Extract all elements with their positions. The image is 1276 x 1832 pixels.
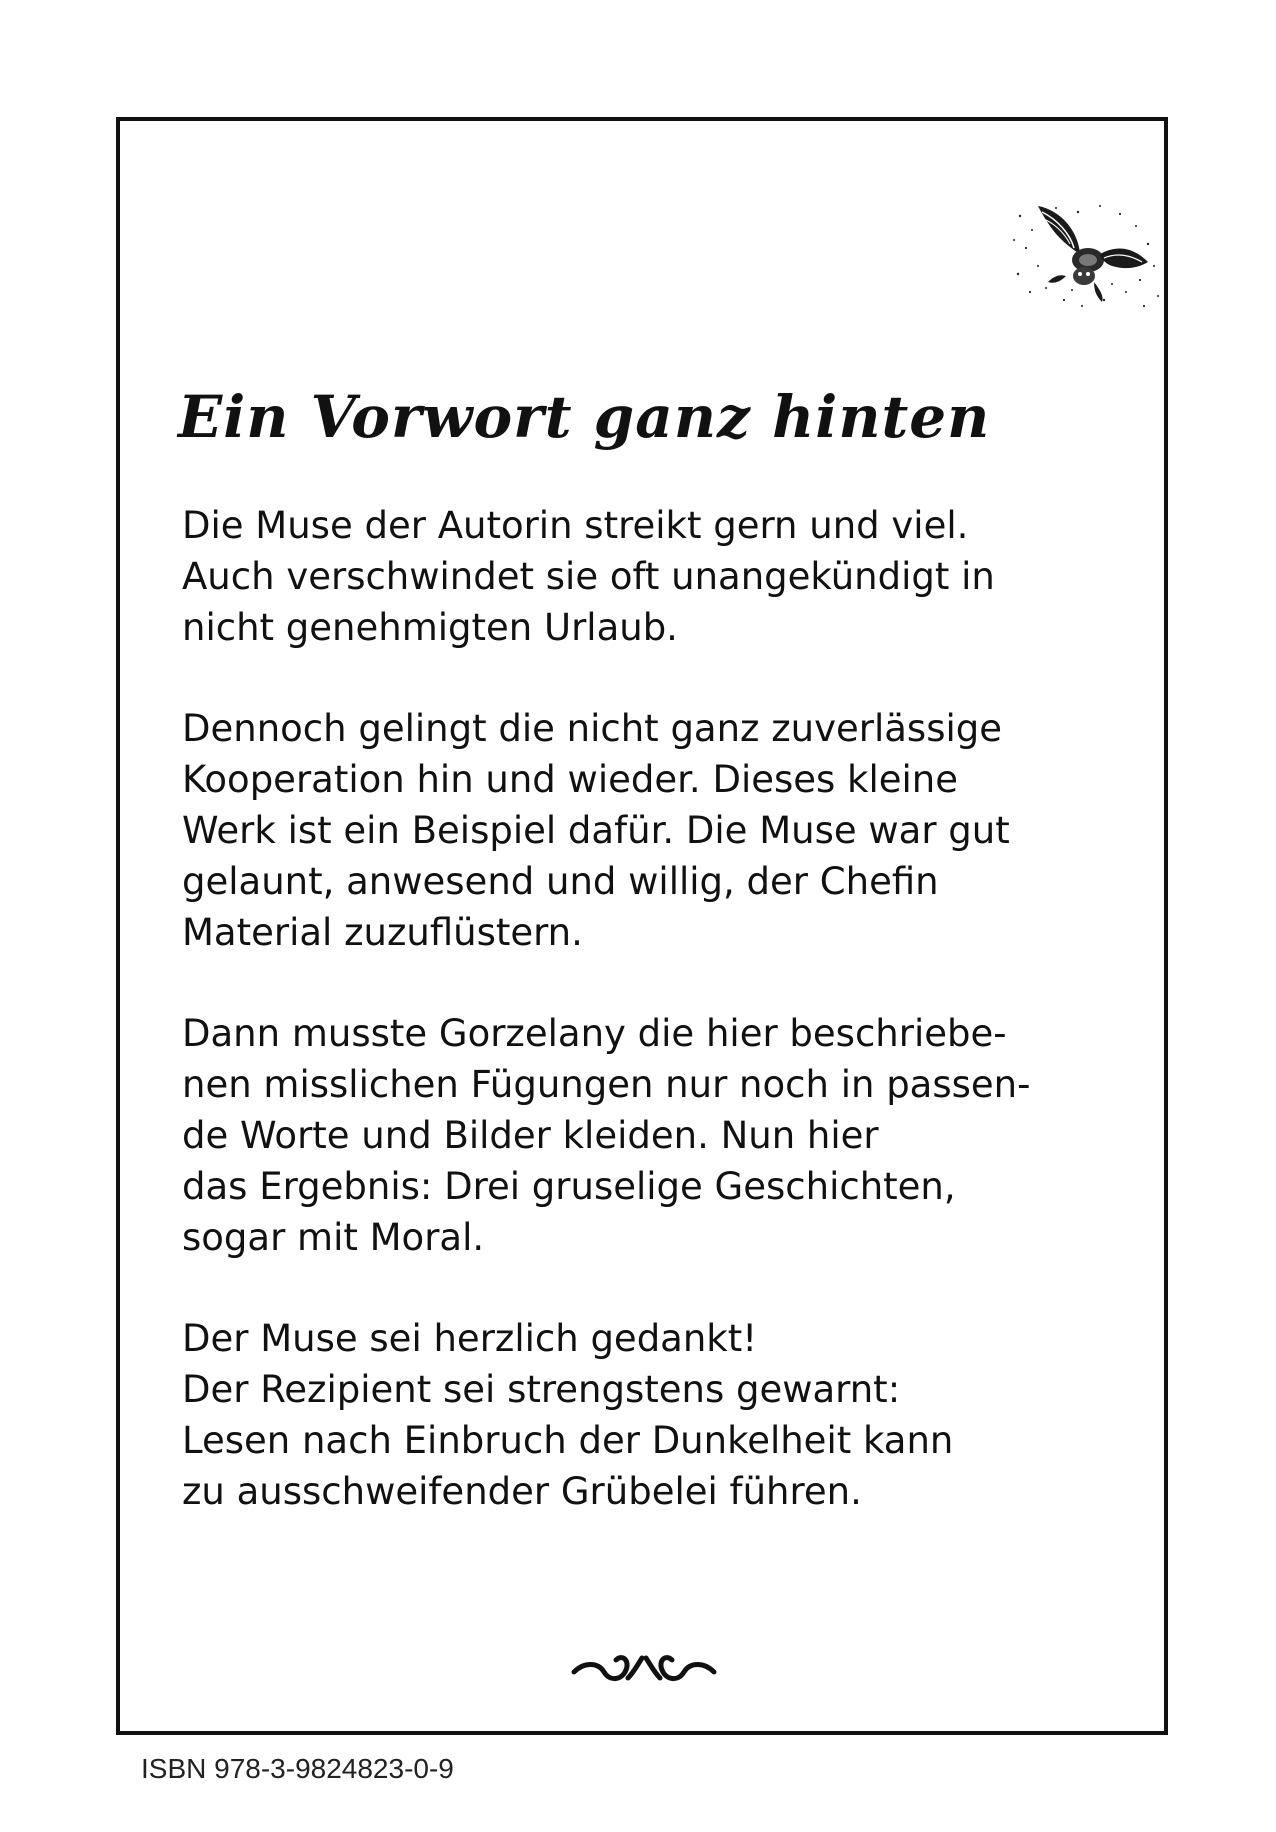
text-line: Dann musste Gorzelany die hier beschriebe- bbox=[182, 1012, 1007, 1055]
text-line: Auch verschwindet sie oft unangekündigt in bbox=[182, 555, 995, 598]
text-line: de Worte und Bilder kleiden. Nun hier bbox=[182, 1114, 879, 1157]
paragraph-4 bbox=[182, 1313, 1142, 1517]
text-line: Werk ist ein Beispiel dafür. Die Muse war gut bbox=[182, 809, 1010, 852]
paragraph-2 bbox=[182, 703, 1142, 958]
body-text bbox=[182, 500, 1142, 1567]
text-line: Der Muse sei herzlich gedankt! bbox=[182, 1317, 758, 1360]
text-line: Dennoch gelingt die nicht ganz zuverlässige bbox=[182, 707, 1003, 750]
paragraph-1 bbox=[182, 500, 1142, 653]
text-line: zu ausschweifender Grübelei führen. bbox=[182, 1470, 862, 1513]
text-line: Kooperation hin und wieder. Dieses kleine bbox=[182, 758, 959, 801]
text-line: gelaunt, anwesend und willig, der Chefin bbox=[182, 860, 939, 903]
text-line: das Ergebnis: Drei gruselige Geschichten, bbox=[182, 1165, 956, 1208]
isbn-number: ISBN 978-3-9824823-0-9 bbox=[141, 1753, 454, 1784]
text-line: nicht genehmigten Urlaub. bbox=[182, 606, 678, 649]
paragraph-3 bbox=[182, 1008, 1142, 1263]
text-line: Lesen nach Einbruch der Dunkelheit kann bbox=[182, 1419, 954, 1462]
scroll-flourish-icon bbox=[568, 1642, 720, 1692]
page-title: Ein Vorwort ganz hinten bbox=[178, 383, 991, 451]
text-line: Der Rezipient sei strengstens gewarnt: bbox=[182, 1368, 901, 1411]
text-line: Die Muse der Autorin streikt gern und viel. bbox=[182, 504, 969, 547]
flying-leaf-creature-icon bbox=[1008, 196, 1164, 316]
text-line: sogar mit Moral. bbox=[182, 1216, 485, 1259]
text-line: nen misslichen Fügungen nur noch in passen- bbox=[182, 1063, 1031, 1106]
text-line: Material zuzuflüstern. bbox=[182, 911, 583, 954]
